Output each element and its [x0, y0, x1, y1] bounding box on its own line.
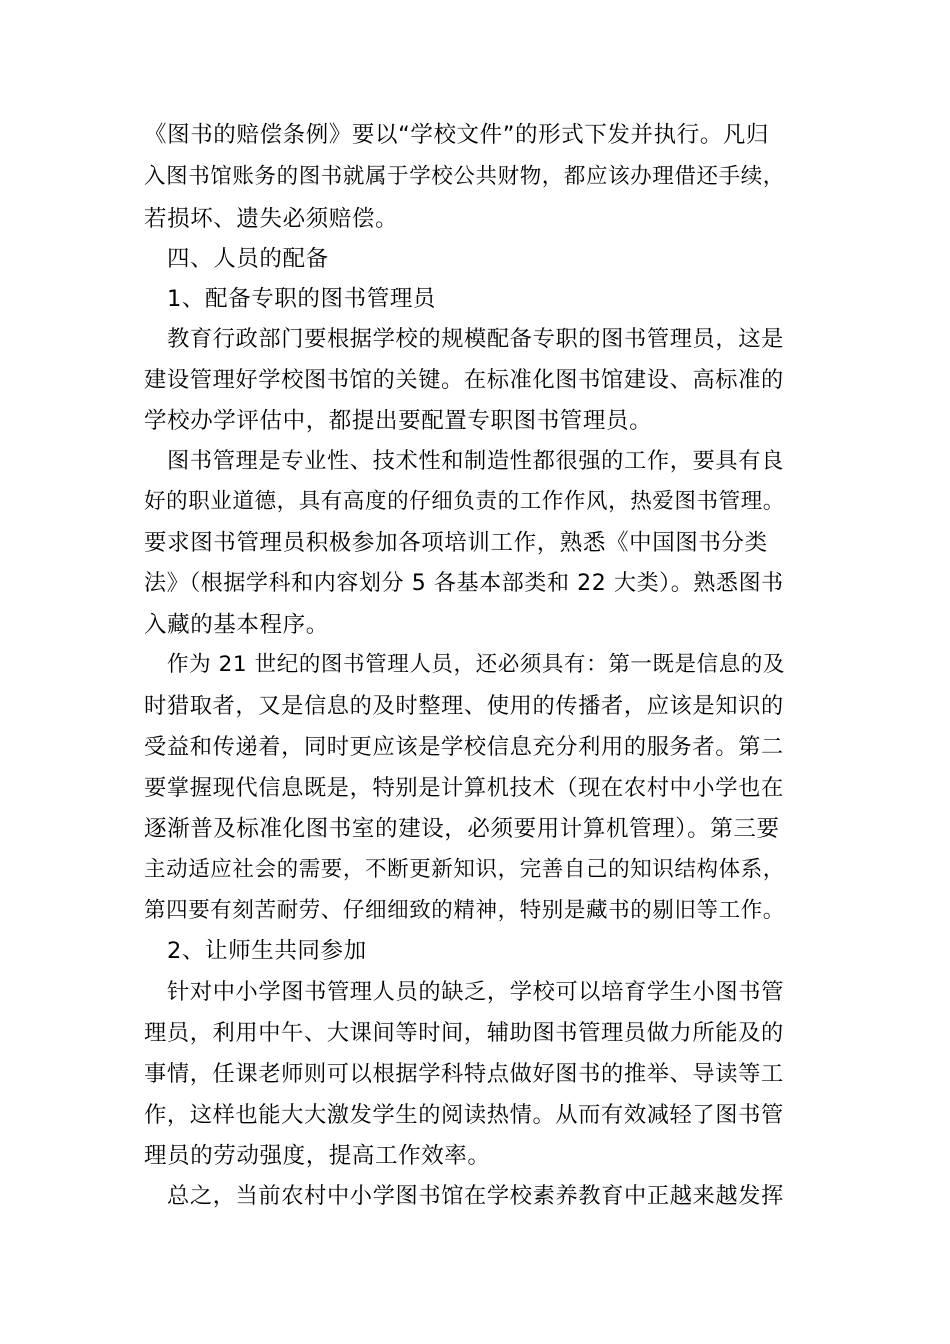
text-line: 入藏的基本程序。 — [144, 612, 329, 638]
text-line: 入图书馆账务的图书就属于学校公共财物，都应该办理借还手续， — [144, 164, 785, 189]
text-line: 建设管理好学校图书馆的关键。在标准化图书馆建设、高标准的 — [144, 367, 784, 393]
text-line: 理员的劳动强度，提高工作效率。 — [144, 1143, 491, 1169]
text-line: 事情，任课老师则可以根据学科特点做好图书的推举、导读等工 — [144, 1061, 784, 1087]
text-line: 针对中小学图书管理人员的缺乏，学校可以培育学生小图书管 — [167, 979, 784, 1005]
text-line: 《图书的赔偿条例》要以“学校文件”的形式下发并执行。凡归 — [144, 122, 770, 148]
text-line: 法》（根据学科和内容划分 5 各基本部类和 22 大类）。熟悉图书 — [144, 571, 784, 596]
text-line: 好的职业道德，具有高度的仔细负责的工作作风，热爱图书管理。 — [144, 489, 785, 514]
text-line: 受益和传递着，同时更应该是学校信息充分利用的服务者。第二 — [144, 734, 784, 760]
text-line: 图书管理是专业性、技术性和制造性都很强的工作，要具有良 — [167, 448, 784, 474]
text-line: 学校办学评估中，都提出要配置专职图书管理员。 — [144, 408, 653, 434]
text-line: 作，这样也能大大激发学生的阅读热情。从而有效减轻了图书管 — [144, 1102, 784, 1128]
text-line: 若损坏、遗失必须赔偿。 — [144, 206, 399, 232]
section-heading: 四、人员的配备 — [167, 246, 329, 272]
subsection-heading: 1、配备专职的图书管理员 — [167, 286, 437, 312]
text-line: 第四要有刻苦耐劳、仔细细致的精神，特别是藏书的剔旧等工作。 — [144, 898, 785, 923]
text-line: 要掌握现代信息既是，特别是计算机技术（现在农村中小学也在 — [144, 775, 784, 801]
text-line: 教育行政部门要根据学校的规模配备专职的图书管理员，这是 — [167, 326, 784, 352]
text-line: 理员，利用中午、大课间等时间，辅助图书管理员做力所能及的 — [144, 1020, 784, 1046]
text-line: 时猎取者，又是信息的及时整理、使用的传播者，应该是知识的 — [144, 693, 784, 719]
text-line: 总之，当前农村中小学图书馆在学校素养教育中正越来越发挥 — [167, 1183, 784, 1209]
subsection-heading: 2、让师生共同参加 — [167, 938, 367, 964]
text-line: 主动适应社会的需要，不断更新知识，完善自己的知识结构体系， — [144, 857, 785, 882]
text-line: 要求图书管理员积极参加各项培训工作，熟悉《中国图书分类 — [144, 530, 768, 556]
text-line: 作为 21 世纪的图书管理人员，还必须具有：第一既是信息的及 — [167, 652, 786, 677]
text-line: 逐渐普及标准化图书室的建设，必须要用计算机管理）。第三要 — [144, 816, 780, 842]
